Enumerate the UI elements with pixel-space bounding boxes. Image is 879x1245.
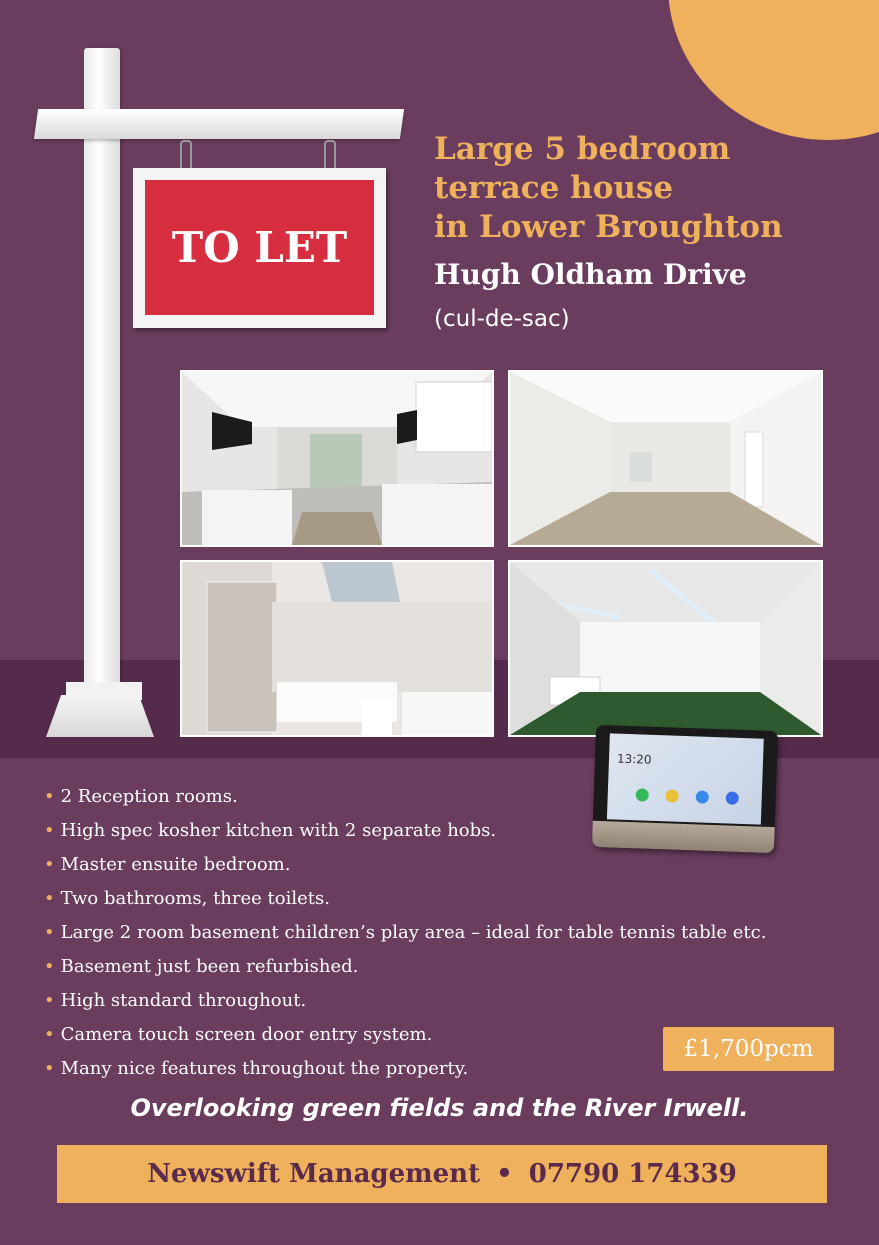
bullet-icon: • <box>44 786 55 807</box>
sign-post <box>84 48 120 698</box>
title-line: Large 5 bedroom <box>434 131 731 167</box>
feature-text: Two bathrooms, three toilets. <box>60 888 330 909</box>
feature-text: Many nice features throughout the property. <box>60 1058 469 1079</box>
property-title <box>434 130 874 247</box>
feature-text: High spec kosher kitchen with 2 separate hobs. <box>60 820 497 841</box>
feature-text: High standard throughout. <box>60 990 307 1011</box>
sign-base <box>46 695 154 737</box>
to-let-sign <box>133 168 386 328</box>
feature-item <box>44 916 766 950</box>
feature-item <box>44 1018 766 1052</box>
bullet-icon: • <box>44 888 55 909</box>
basement-photo <box>508 560 823 737</box>
street-note: (cul-de-sac) <box>434 306 570 332</box>
bullet-icon: • <box>44 1024 55 1045</box>
contact-banner <box>57 1145 827 1203</box>
separator-dot: • <box>496 1159 513 1189</box>
bullet-icon: • <box>44 820 55 841</box>
tagline: Overlooking green fields and the River Irwell. <box>130 1094 749 1122</box>
feature-text: 2 Reception rooms. <box>60 786 238 807</box>
to-let-sign-panel <box>145 180 374 315</box>
title-line: terrace house <box>434 170 674 206</box>
feature-item <box>44 882 766 916</box>
kitchen-photo <box>180 370 494 547</box>
feature-item <box>44 848 766 882</box>
feature-text: Master ensuite bedroom. <box>60 854 291 875</box>
bullet-icon: • <box>44 922 55 943</box>
feature-text: Large 2 room basement children’s play area – ideal for table tennis table etc. <box>60 922 767 943</box>
sign-arm <box>34 109 404 139</box>
phone-number: 07790 174339 <box>528 1159 737 1189</box>
feature-item <box>44 814 766 848</box>
feature-item <box>44 984 766 1018</box>
corner-decoration <box>668 0 879 140</box>
intercom-time: 13:20 <box>616 751 652 767</box>
sign-text: TO LET <box>171 223 348 272</box>
reception-room-photo <box>508 370 823 547</box>
bullet-icon: • <box>44 956 55 977</box>
bathroom-photo <box>180 560 494 737</box>
feature-text: Camera touch screen door entry system. <box>60 1024 433 1045</box>
bullet-icon: • <box>44 854 55 875</box>
company-name: Newswift Management <box>147 1159 481 1189</box>
price-badge: £1,700pcm <box>663 1027 834 1071</box>
feature-item <box>44 950 766 984</box>
feature-item <box>44 1052 766 1086</box>
bullet-icon: • <box>44 990 55 1011</box>
feature-text: Basement just been refurbished. <box>60 956 359 977</box>
feature-item <box>44 780 766 814</box>
feature-list <box>44 780 766 1086</box>
street-name: Hugh Oldham Drive <box>434 258 747 291</box>
title-line: in Lower Broughton <box>434 209 783 245</box>
bullet-icon: • <box>44 1058 55 1079</box>
